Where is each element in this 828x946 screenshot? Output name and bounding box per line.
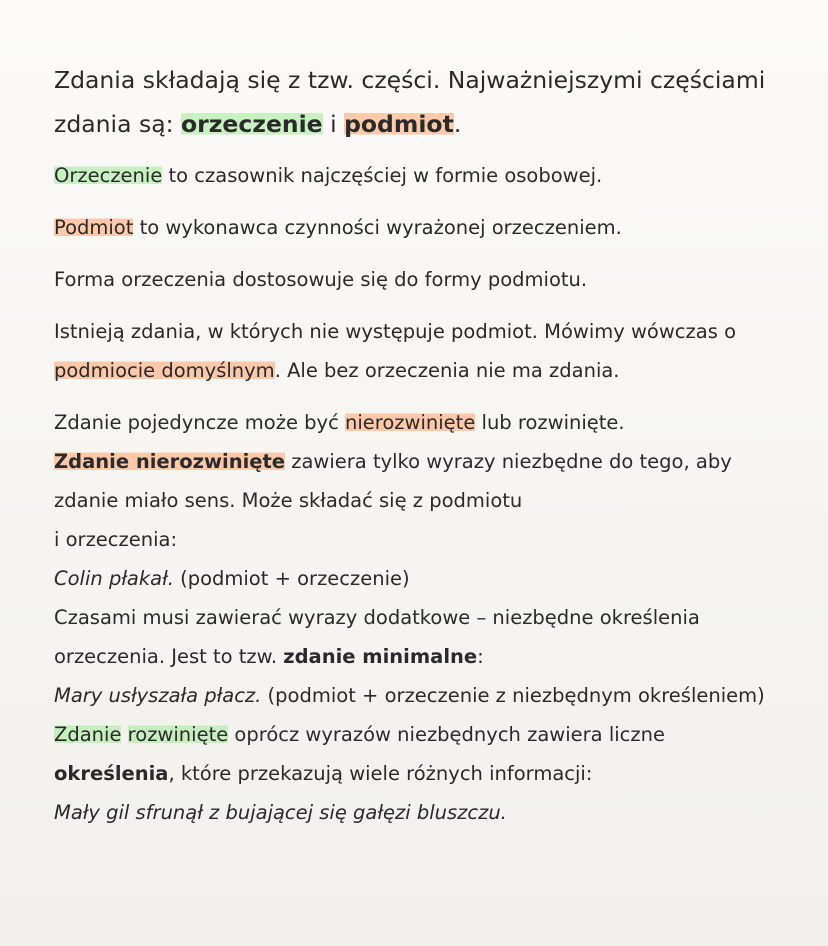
definition-podmiot-text: to wykonawca czynności wyrażonej orzeczeniem. xyxy=(133,216,622,239)
rozwiniete-text-2: , które przekazują wiele różnych informacji: xyxy=(168,762,593,785)
term-podmiot: Podmiot xyxy=(54,216,134,239)
term-nierozwiniete: nierozwinięte xyxy=(345,411,476,434)
zdanie-nierozwiniete-paragraph xyxy=(54,442,788,559)
example-2-sentence: Mary usłyszała płacz. xyxy=(54,684,262,707)
domyslny-text-1: Istnieją zdania, w których nie występuje podmiot. Mówimy wówczas o xyxy=(54,320,736,343)
forma-paragraph: Forma orzeczenia dostosowuje się do formy podmiotu. xyxy=(54,268,588,291)
pojedyncze-text-1: Zdanie pojedyncze może być xyxy=(54,411,346,434)
podmiot-domyslny-paragraph xyxy=(54,312,788,390)
term-okreslenia: określenia xyxy=(54,762,169,785)
highlight-zdanie: Zdanie xyxy=(54,723,122,746)
minimalne-text-2: : xyxy=(477,645,484,668)
definition-orzeczenie xyxy=(54,156,788,195)
nierozwiniete-text-1: zawiera tylko wyrazy niezbędne do tego, aby zdanie miało sens. Może składać się z podmiotu xyxy=(54,450,732,512)
term-orzeczenie: Orzeczenie xyxy=(54,164,163,187)
domyslny-text-2: . Ale bez orzeczenia nie ma zdania. xyxy=(274,359,620,382)
intro-paragraph xyxy=(54,58,788,146)
zdanie-pojedyncze-line xyxy=(54,403,788,442)
minimalne-text-1: Czasami musi zawierać wyrazy dodatkowe – niezbędne określenia orzeczenia. Jest to tzw. xyxy=(54,606,700,668)
zdanie-minimalne-paragraph xyxy=(54,598,788,676)
term-podmiot-domyslny: podmiocie domyślnym xyxy=(54,359,275,382)
rozwiniete-space xyxy=(121,723,127,746)
intro-connector: i xyxy=(322,110,345,138)
example-1-sentence: Colin płakał. xyxy=(54,567,174,590)
example-1-note: (podmiot + orzeczenie) xyxy=(173,567,410,590)
example-2-note: (podmiot + orzeczenie z niezbędnym określeniem) xyxy=(261,684,765,707)
zdanie-rozwiniete-paragraph xyxy=(54,715,788,793)
intro-period: . xyxy=(453,110,462,138)
intro-text: Zdania składają się z tzw. części. Najważniejszymi częściami zdania są: xyxy=(54,66,766,138)
example-1 xyxy=(54,559,788,598)
definition-podmiot xyxy=(54,208,788,247)
term-zdanie-nierozwiniete: Zdanie nierozwinięte xyxy=(54,450,286,473)
rozwiniete-text-1: oprócz wyrazów niezbędnych zawiera liczne xyxy=(228,723,665,746)
example-3-sentence: Mały gil sfrunął z bujającej się gałęzi bluszczu. xyxy=(54,801,507,824)
highlight-rozwiniete: rozwinięte xyxy=(127,723,229,746)
term-zdanie-minimalne: zdanie minimalne xyxy=(283,645,478,668)
example-2 xyxy=(54,676,788,715)
nierozwiniete-text-2: i orzeczenia: xyxy=(54,528,178,551)
highlight-podmiot: podmiot xyxy=(344,110,454,138)
pojedyncze-text-2: lub rozwinięte. xyxy=(475,411,625,434)
definition-orzeczenie-text: to czasownik najczęściej w formie osobowej. xyxy=(162,164,603,187)
highlight-orzeczenie: orzeczenie xyxy=(180,110,323,138)
